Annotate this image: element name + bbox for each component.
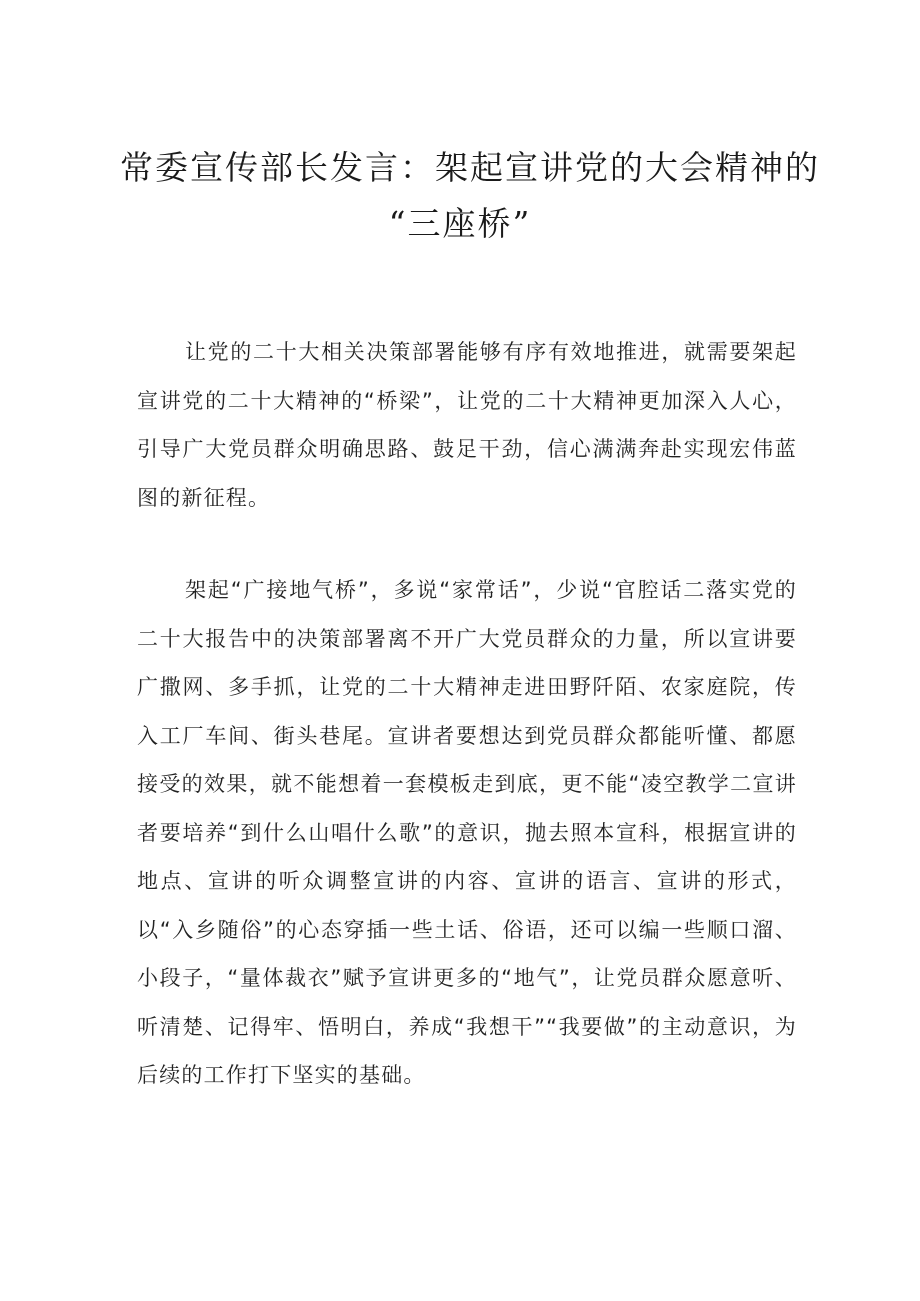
body-paragraph-2: 架起“广接地气桥”，多说“家常话”，少说“官腔话二落实党的二十大报告中的决策部署离不开广大党员群众的力量，所以宣讲要广撒网、多手抓，让党的二十大精神走进田野阡陌、农家庭院，传入工厂车间、街头巷尾。宣讲者要想达到党员群众都能听懂、都愿接受的效果，就不能想着一套模板走到底，更不能“凌空教学二宣讲者要培养“到什么山唱什么歌”的意识，抛去照本宣科，根据宣讲的地点、宣讲的听众调整宣讲的内容、宣讲的语言、宣讲的形式，以“入乡随俗”的心态穿插一些土话、俗语，还可以编一些顺口溜、小段子，“量体裁衣”赋予宣讲更多的“地气”，让党员群众愿意听、听清楚、记得牢、悟明白，养成“我想干”“我要做”的主动意识，为后续的工作打下坚实的基础。 bbox=[137, 578, 797, 1087]
title-line-2: “三座桥” bbox=[388, 204, 532, 243]
title-line-1: 常委宣传部长发言：架起宣讲党的大会精神的 bbox=[120, 148, 820, 187]
body-paragraph-1: 让党的二十大相关决策部署能够有序有效地推进，就需要架起宣讲党的二十大精神的“桥梁”，让党的二十大精神更加深入人心，引导广大党员群众明确思路、鼓足干劲，信心满满奔赴实现宏伟蓝图的新征程。 bbox=[137, 340, 797, 510]
document-title bbox=[120, 140, 820, 252]
